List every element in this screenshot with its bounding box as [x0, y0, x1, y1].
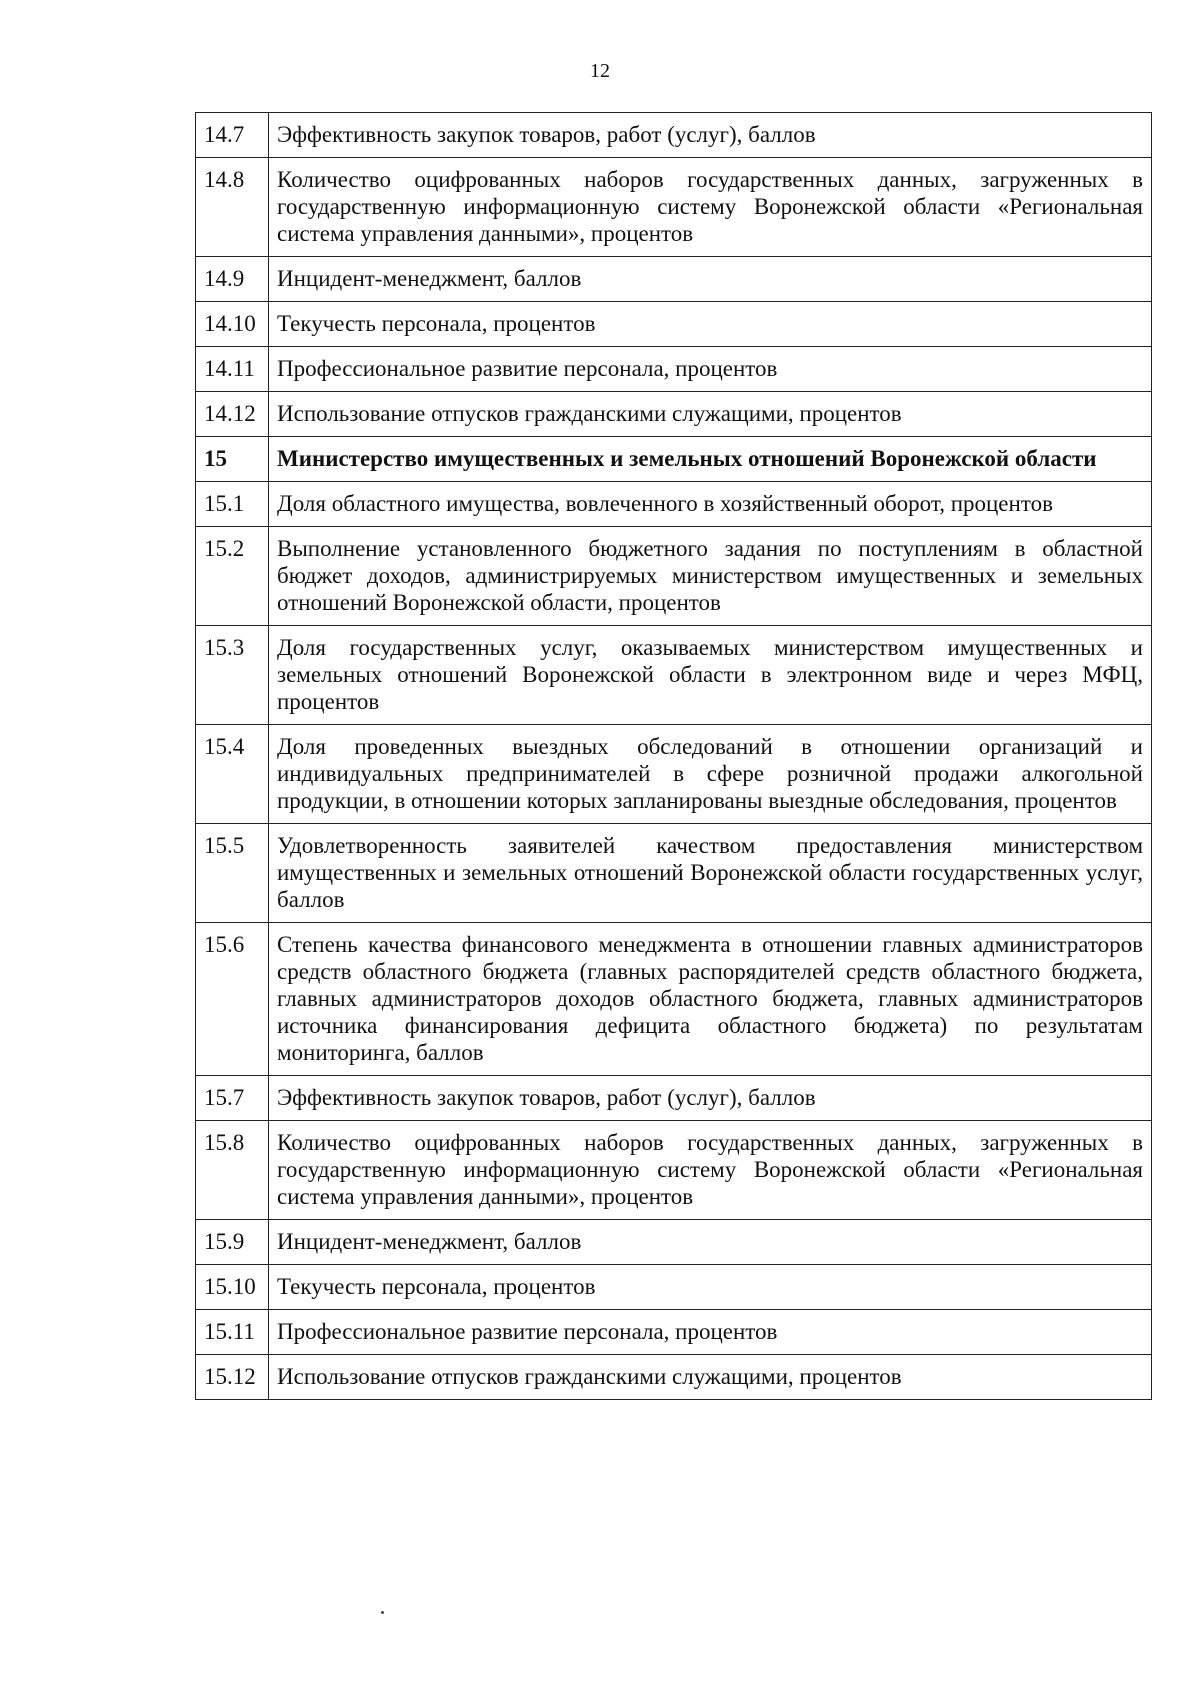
table-row [196, 302, 1152, 347]
row-number-cell: 15.3 [196, 626, 269, 725]
row-number-cell: 15.4 [196, 725, 269, 824]
table-row [196, 824, 1152, 923]
row-text-cell: Текучесть персонала, процентов [269, 1265, 1152, 1310]
table-row [196, 1265, 1152, 1310]
table-row [196, 725, 1152, 824]
page-number: 12 [590, 60, 610, 82]
row-text-cell: Использование отпусков гражданскими служащими, процентов [269, 1355, 1152, 1400]
table-row [196, 1220, 1152, 1265]
table-row [196, 923, 1152, 1076]
row-number-cell: 15.9 [196, 1220, 269, 1265]
row-number-cell: 15.8 [196, 1121, 269, 1220]
row-text-cell: Количество оцифрованных наборов государственных данных, загруженных в государственную информационную систему Воронежской области «Региональная система управления данными», процентов [269, 1121, 1152, 1220]
row-number-cell: 15.1 [196, 482, 269, 527]
table-row [196, 257, 1152, 302]
table-row [196, 113, 1152, 158]
row-number-cell: 15.2 [196, 527, 269, 626]
row-number-cell: 15.6 [196, 923, 269, 1076]
table-row [196, 1355, 1152, 1400]
stray-dot-mark [381, 1611, 384, 1614]
table-row [196, 482, 1152, 527]
row-text-cell: Удовлетворенность заявителей качеством предоставления министерством имущественных и земельных отношений Воронежской области государственных услуг, баллов [269, 824, 1152, 923]
table-row [196, 347, 1152, 392]
row-text-cell: Профессиональное развитие персонала, процентов [269, 347, 1152, 392]
row-number-cell: 14.8 [196, 158, 269, 257]
row-text-cell: Доля проведенных выездных обследований в отношении организаций и индивидуальных предпринимателей в сфере розничной продажи алкогольной продукции, в отношении которых запланированы выездные обследования, процентов [269, 725, 1152, 824]
row-number-cell: 15.7 [196, 1076, 269, 1121]
table-row [196, 1121, 1152, 1220]
row-text-cell: Инцидент-менеджмент, баллов [269, 257, 1152, 302]
row-number-cell: 15.10 [196, 1265, 269, 1310]
row-number-cell: 14.9 [196, 257, 269, 302]
row-text-cell: Доля областного имущества, вовлеченного в хозяйственный оборот, процентов [269, 482, 1152, 527]
row-text-cell: Инцидент-менеджмент, баллов [269, 1220, 1152, 1265]
row-number-cell: 14.12 [196, 392, 269, 437]
row-number-cell: 14.11 [196, 347, 269, 392]
row-text-cell: Эффективность закупок товаров, работ (услуг), баллов [269, 113, 1152, 158]
table-row [196, 158, 1152, 257]
table-row [196, 527, 1152, 626]
row-number-cell: 14.7 [196, 113, 269, 158]
row-text-cell: Эффективность закупок товаров, работ (услуг), баллов [269, 1076, 1152, 1121]
row-number-cell: 15.12 [196, 1355, 269, 1400]
row-number-cell: 14.10 [196, 302, 269, 347]
row-text-cell: Профессиональное развитие персонала, процентов [269, 1310, 1152, 1355]
table-row [196, 392, 1152, 437]
table-row [196, 1076, 1152, 1121]
row-text-cell: Количество оцифрованных наборов государственных данных, загруженных в государственную информационную систему Воронежской области «Региональная система управления данными», процентов [269, 158, 1152, 257]
row-text-cell: Доля государственных услуг, оказываемых министерством имущественных и земельных отношений Воронежской области в электронном виде и через МФЦ, процентов [269, 626, 1152, 725]
row-text-cell: Степень качества финансового менеджмента в отношении главных администраторов средств областного бюджета (главных распорядителей средств областного бюджета, главных администраторов доходов областного бюджета, главных администраторов источника финансирования дефицита областного бюджета) по результатам мониторинга, баллов [269, 923, 1152, 1076]
row-number-cell: 15.11 [196, 1310, 269, 1355]
indicators-table-body [196, 113, 1152, 1400]
table-section-row [196, 437, 1152, 482]
row-text-cell: Выполнение установленного бюджетного задания по поступлениям в областной бюджет доходов, администрируемых министерством имущественных и земельных отношений Воронежской области, процентов [269, 527, 1152, 626]
table-row [196, 1310, 1152, 1355]
row-number-cell: 15 [196, 437, 269, 482]
row-text-cell: Использование отпусков гражданскими служащими, процентов [269, 392, 1152, 437]
indicators-table [195, 112, 1152, 1400]
table-row [196, 626, 1152, 725]
row-text-cell: Текучесть персонала, процентов [269, 302, 1152, 347]
row-text-cell: Министерство имущественных и земельных отношений Воронежской области [269, 437, 1152, 482]
row-number-cell: 15.5 [196, 824, 269, 923]
